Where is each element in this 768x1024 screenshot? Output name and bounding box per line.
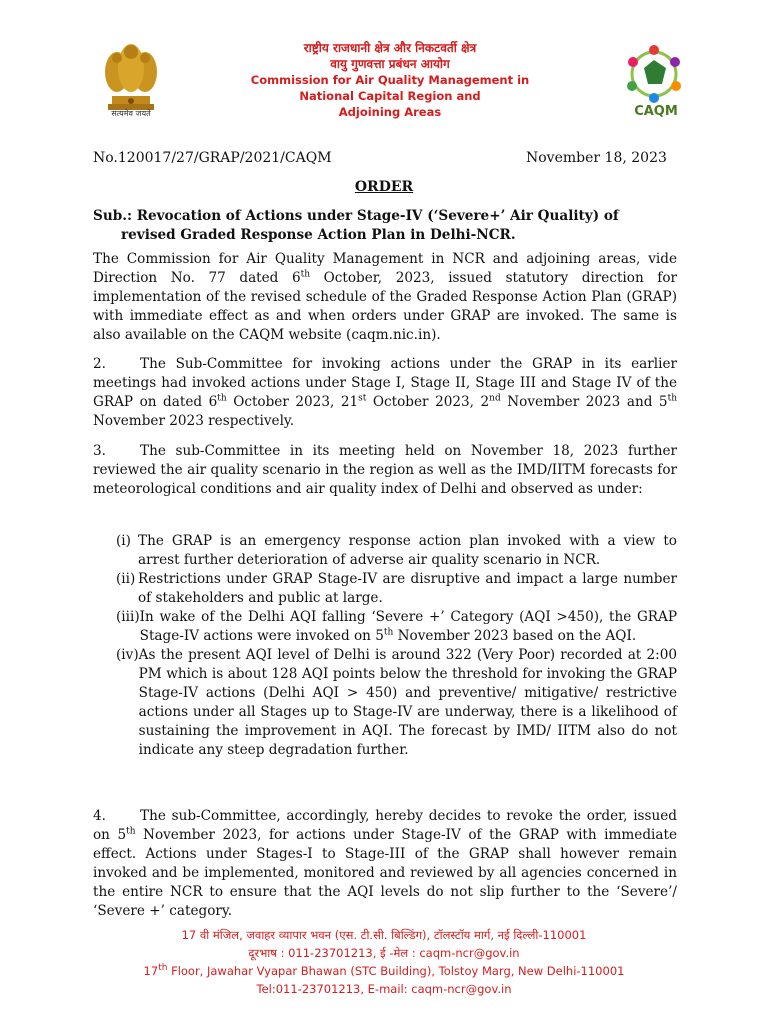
reference-number: No.120017/27/GRAP/2021/CAQM xyxy=(93,150,332,166)
letterhead-english-line-2: National Capital Region and xyxy=(299,89,481,103)
subject-line-1: Sub.: Revocation of Actions under Stage-IV (‘Severe+’ Air Quality) of xyxy=(93,208,619,224)
list-item: (ii) Restrictions under GRAP Stage-IV are disruptive and impact a large number of stakeholders and public at large. xyxy=(116,571,677,606)
letterhead-english-line-1: Commission for Air Quality Management in xyxy=(250,73,530,87)
emblem-motto: सत्यमेव जयते xyxy=(111,109,151,118)
subject xyxy=(93,207,677,245)
list-item: (iii) In wake of the Delhi AQI falling ‘Severe +’ Category (AQI >450), the GRAP Stage-IV actions were invoked on 5th November 2023 based on the AQI. xyxy=(116,609,677,644)
letterhead-hindi-line-2: वायु गुणवत्ता प्रबंधन आयोग xyxy=(330,57,450,71)
footer-english-contact: Tel:011-23701213, E-mail: caqm-ncr@gov.in xyxy=(256,982,512,996)
letterhead xyxy=(215,40,565,120)
document-title: ORDER xyxy=(354,179,414,195)
footer-address xyxy=(0,926,768,998)
paragraph-number: 4. xyxy=(93,808,106,824)
footer-english-address: 17th Floor, Jawahar Vyapar Bhawan (STC Building), Tolstoy Marg, New Delhi-110001 xyxy=(143,963,625,978)
paragraph-2: 2. The Sub-Committee for invoking actions under the GRAP in its earlier meetings had invoked actions under Stage I, Stage II, Stage III and Stage IV of the GRAP on dated 6th October 2023, 21st October 2023, 2nd November 2023 and 5th November 2023 respectively. xyxy=(93,356,678,429)
letterhead-hindi-line-1: राष्ट्रीय राजधानी क्षेत्र और निकटवर्ती क्षेत्र xyxy=(303,41,477,55)
paragraph-4: 4. The sub-Committee, accordingly, hereby decides to revoke the order, issued on 5th November 2023, for actions under Stage-IV of the GRAP with immediate effect. Actions under Stages-I to Stage-III of the GRAP shall however remain invoked and be implemented, monitored and reviewed by all agencies concerned in the entire NCR to ensure that the AQI levels do not slip further to the ‘Severe’/ ‘Severe +’ category. xyxy=(93,808,677,919)
observations-list xyxy=(116,532,677,760)
paragraph-3: 3. The sub-Committee in its meeting held on November 18, 2023 further reviewed the air quality scenario in the region as well as the IMD/IITM forecasts for meteorological conditions and air quality index of Delhi and observed as under: xyxy=(93,443,677,497)
paragraph-number: 3. xyxy=(93,443,106,459)
list-item: (i) The GRAP is an emergency response action plan invoked with a view to arrest further deterioration of adverse air quality scenario in NCR. xyxy=(116,533,677,568)
paragraph-1: The Commission for Air Quality Management in NCR and adjoining areas, vide Direction No. 77 dated 6th October, 2023, issued statutory direction for implementation of the revised schedule of the Graded Response Action Plan (GRAP) with immediate effect as and when orders under GRAP are invoked. The same is also available on the CAQM website (caqm.nic.in). xyxy=(93,251,678,343)
subject-line-2: revised Graded Response Action Plan in Delhi-NCR. xyxy=(121,227,516,243)
caqm-logo-text: CAQM xyxy=(634,104,678,119)
footer-hindi-contact: दूरभाष : 011-23701213, ई -मेल : caqm-ncr@gov.in xyxy=(248,946,520,960)
order-date: November 18, 2023 xyxy=(526,150,667,166)
letterhead-english-line-3: Adjoining Areas xyxy=(338,105,442,119)
list-item: (iv) As the present AQI level of Delhi is around 322 (Very Poor) recorded at 2:00 PM which is about 128 AQI points below the threshold for invoking the GRAP Stage-IV actions (Delhi AQI > 450) and preventive/ mitigative/ restrictive actions under all Stages up to Stage-IV are underway, there is a likelihood of sustaining the improvement in AQI. The forecast by IMD/ IITM also do not indicate any steep degradation further. xyxy=(116,647,677,758)
paragraph-number: 2. xyxy=(93,356,106,372)
footer-hindi-address: 17 वी मंजिल, जवाहर व्यापार भवन (एस. टी.सी. बिल्डिंग), टॉलस्टॉय मार्ग, नई दिल्ली-110001 xyxy=(181,928,587,942)
